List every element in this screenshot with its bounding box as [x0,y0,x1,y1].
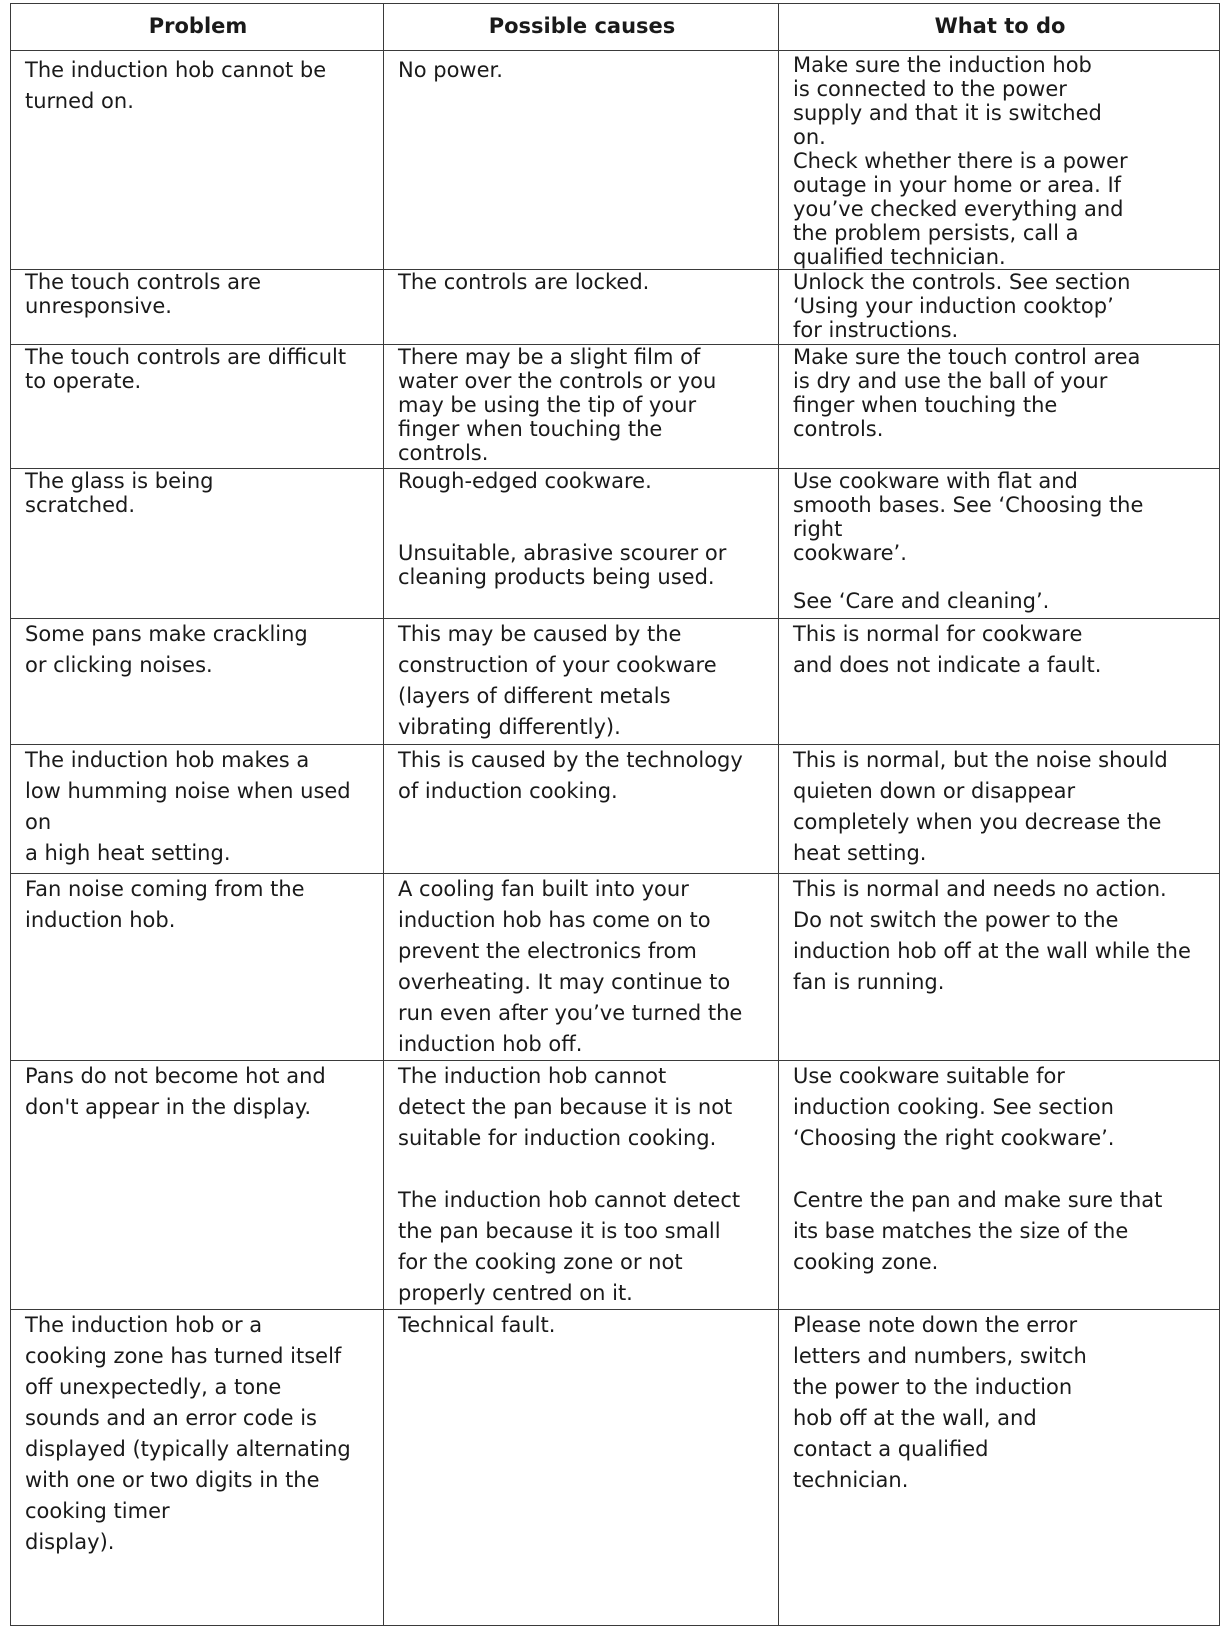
action-cell [779,51,1220,270]
problem-text: Fan noise coming from the induction hob. [25,877,305,932]
causes-text: This may be caused by the construction of your cookware (layers of different metals vibrating differently). [398,622,717,739]
causes-text: This is caused by the technology of induction cooking. [398,748,743,803]
causes-cell [384,1310,779,1626]
action-text: This is normal and needs no action. Do not switch the power to the induction hob off at the wall while the fan is running. [793,877,1191,994]
causes-text: Technical fault. [398,1313,556,1337]
table-row [11,745,1220,874]
problem-cell [11,270,384,345]
action-cell [779,874,1220,1061]
causes-cell [384,745,779,874]
causes-cell [384,874,779,1061]
problem-cell [11,1310,384,1626]
problem-text: Some pans make crackling or clicking noises. [25,622,308,677]
action-text: This is normal, but the noise should quieten down or disappear completely when you decrease the heat setting. [793,748,1168,865]
table-row [11,51,1220,270]
problem-text: The induction hob cannot be turned on. [25,58,327,113]
causes-text: Rough-edged cookware. Unsuitable, abrasive scourer or cleaning products being used. [398,469,727,589]
causes-cell [384,51,779,270]
action-cell [779,345,1220,469]
header-problem: Problem [11,4,384,51]
action-cell [779,1310,1220,1626]
problem-text: The touch controls are difficult to operate. [25,345,347,393]
action-text: Make sure the touch control area is dry and use the ball of your finger when touching the controls. [793,345,1141,441]
problem-text: The touch controls are unresponsive. [25,270,262,318]
causes-cell [384,270,779,345]
action-text: Please note down the error letters and numbers, switch the power to the induction hob off at the wall, and contact a qualified technician. [793,1313,1087,1492]
causes-cell [384,1061,779,1310]
problem-text: The glass is being scratched. [25,469,214,517]
causes-text: A cooling fan built into your induction hob has come on to prevent the electronics from overheating. It may continue to run even after you’ve turned the induction hob off. [398,877,743,1056]
problem-cell [11,51,384,270]
table-row [11,469,1220,619]
problem-cell [11,745,384,874]
action-text: This is normal for cookware and does not indicate a fault. [793,622,1102,677]
header-possible-causes: Possible causes [384,4,779,51]
problem-cell [11,874,384,1061]
table-row [11,345,1220,469]
header-what-to-do: What to do [779,4,1220,51]
table-row [11,1061,1220,1310]
causes-text: The controls are locked. [398,270,650,294]
table-row [11,874,1220,1061]
causes-text: There may be a slight film of water over the controls or you may be using the tip of your finger when touching the controls. [398,345,717,465]
table-row [11,1310,1220,1626]
table-row [11,270,1220,345]
problem-cell [11,1061,384,1310]
action-cell [779,270,1220,345]
header-row [11,4,1220,51]
causes-cell [384,345,779,469]
table-row [11,619,1220,745]
problem-cell [11,619,384,745]
problem-text: The induction hob makes a low humming noise when used on a high heat setting. [25,748,351,865]
action-text: Use cookware with flat and smooth bases. See ‘Choosing the right cookware’. See ‘Care and cleaning’. [793,469,1144,613]
troubleshooting-table [10,3,1220,1626]
action-cell [779,619,1220,745]
causes-cell [384,619,779,745]
problem-text: Pans do not become hot and don't appear in the display. [25,1064,326,1119]
causes-text: The induction hob cannot detect the pan because it is not suitable for induction cooking. The induction hob cannot detect the pan because it is too small for the cooking zone or not properly centred on it. [398,1064,741,1305]
action-cell [779,1061,1220,1310]
action-cell [779,469,1220,619]
action-text: Use cookware suitable for induction cooking. See section ‘Choosing the right cookware’. Centre the pan and make sure that its base matches the size of the cooking zone. [793,1064,1163,1274]
action-text: Unlock the controls. See section ‘Using your induction cooktop’ for instructions. [793,270,1131,342]
causes-text: No power. [398,58,503,82]
problem-cell [11,469,384,619]
action-text: Make sure the induction hob is connected to the power supply and that it is switched on. Check whether there is a power outage in your home or area. If you’ve checked everything and the problem persists, call a qualified technician. [793,53,1128,269]
problem-text: The induction hob or a cooking zone has turned itself off unexpectedly, a tone sounds and an error code is displayed (typically alternating with one or two digits in the cooking timer display). [25,1313,351,1554]
problem-cell [11,345,384,469]
action-cell [779,745,1220,874]
causes-cell [384,469,779,619]
